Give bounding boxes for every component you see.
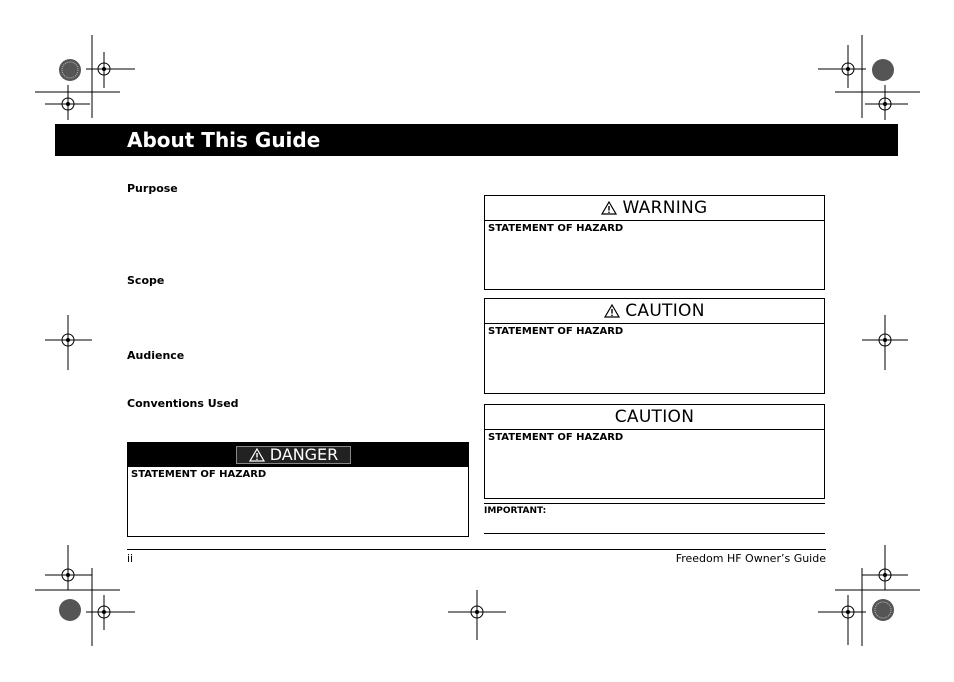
important-bottom-rule <box>484 533 825 534</box>
danger-label-panel <box>236 446 351 464</box>
page-title: About This Guide <box>127 128 321 152</box>
danger-header <box>128 443 468 467</box>
heading-audience: Audience <box>127 349 185 362</box>
caution-plain-statement: STATEMENT OF HAZARD <box>488 432 624 443</box>
heading-scope: Scope <box>127 274 165 287</box>
caution-triangle-statement: STATEMENT OF HAZARD <box>488 326 624 337</box>
footer-doc-title: Freedom HF Owner’s Guide <box>675 552 826 565</box>
important-top-rule <box>484 503 825 504</box>
title-bar <box>55 124 898 156</box>
danger-box <box>127 442 469 537</box>
caution-triangle-header <box>485 299 824 324</box>
heading-conventions: Conventions Used <box>127 397 239 410</box>
caution-triangle-box <box>484 298 825 394</box>
danger-label: DANGER <box>269 445 339 464</box>
warning-box <box>484 195 825 290</box>
warning-header <box>485 196 824 221</box>
warning-label: WARNING <box>622 198 708 218</box>
caution-triangle-label: CAUTION <box>625 301 705 321</box>
caution-plain-box <box>484 404 825 499</box>
danger-statement: STATEMENT OF HAZARD <box>131 469 267 480</box>
warning-statement: STATEMENT OF HAZARD <box>488 223 624 234</box>
caution-plain-header <box>485 405 824 430</box>
warning-triangle-icon <box>604 304 620 318</box>
warning-triangle-icon <box>601 201 617 215</box>
warning-triangle-icon <box>249 448 265 462</box>
footer-page-number: ii <box>127 552 134 565</box>
heading-purpose: Purpose <box>127 182 178 195</box>
caution-plain-label: CAUTION <box>614 407 695 427</box>
important-label: IMPORTANT: <box>484 506 547 516</box>
footer-rule <box>127 549 826 550</box>
